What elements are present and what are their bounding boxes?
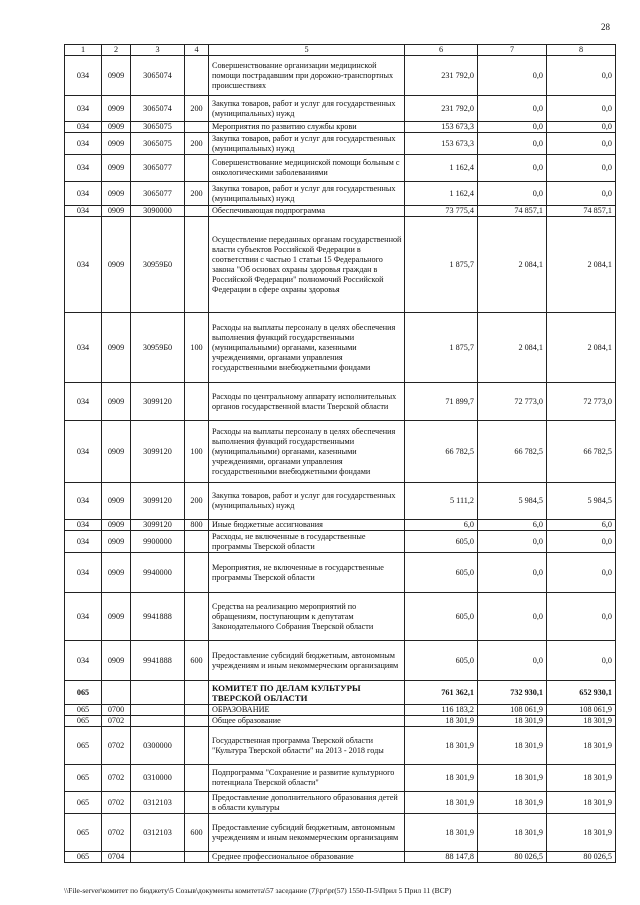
section-code-cell: 0909 (102, 56, 131, 96)
table-row (65, 553, 616, 593)
table-row (65, 716, 616, 727)
table-row (65, 383, 616, 421)
amount-col-7-cell: 18 301,9 (478, 727, 547, 765)
amount-col-6-cell: 5 111,2 (405, 483, 478, 520)
target-code-cell: 3065075 (131, 122, 185, 133)
amount-col-8-cell: 72 773,0 (547, 383, 616, 421)
expense-type-code-cell (185, 383, 209, 421)
description-cell: Средства на реализацию мероприятий по обращениям, поступающим к депутатам Законодательного Собрания Тверской области (209, 593, 405, 641)
expense-type-code-cell (185, 716, 209, 727)
table-row (65, 133, 616, 155)
admin-code-cell: 034 (65, 483, 102, 520)
amount-col-8-cell: 0,0 (547, 531, 616, 553)
amount-col-7-cell: 18 301,9 (478, 814, 547, 852)
amount-col-7-cell: 74 857,1 (478, 206, 547, 217)
section-code-cell: 0909 (102, 217, 131, 313)
section-code-cell: 0909 (102, 133, 131, 155)
amount-col-6-cell: 18 301,9 (405, 814, 478, 852)
table-row (65, 852, 616, 863)
target-code-cell: 30959Б0 (131, 313, 185, 383)
description-cell: Предоставление субсидий бюджетным, автономным учреждениям и иным некоммерческим организациям (209, 641, 405, 681)
amount-col-7-cell: 0,0 (478, 553, 547, 593)
target-code-cell: 3065077 (131, 182, 185, 206)
expense-type-code-cell: 100 (185, 313, 209, 383)
section-code-cell: 0909 (102, 531, 131, 553)
expense-type-code-cell: 600 (185, 641, 209, 681)
section-code-cell: 0702 (102, 765, 131, 792)
description-cell: Закупка товаров, работ и услуг для государственных (муниципальных) нужд (209, 133, 405, 155)
target-code-cell (131, 852, 185, 863)
amount-col-6-cell: 66 782,5 (405, 421, 478, 483)
target-code-cell (131, 705, 185, 716)
expense-type-code-cell (185, 206, 209, 217)
target-code-cell: 9900000 (131, 531, 185, 553)
target-code-cell: 3090000 (131, 206, 185, 217)
section-code-cell: 0909 (102, 383, 131, 421)
admin-code-cell: 065 (65, 814, 102, 852)
amount-col-8-cell: 0,0 (547, 122, 616, 133)
expense-type-code-cell (185, 56, 209, 96)
target-code-cell: 0310000 (131, 765, 185, 792)
description-cell: Среднее профессиональное образование (209, 852, 405, 863)
amount-col-8-cell: 652 930,1 (547, 681, 616, 705)
amount-col-8-cell: 18 301,9 (547, 716, 616, 727)
description-cell: Совершенствование организации медицинской помощи пострадавшим при дорожно-транспортных происшествиях (209, 56, 405, 96)
table-row (65, 814, 616, 852)
amount-col-8-cell: 6,0 (547, 520, 616, 531)
description-cell: Расходы, не включенные в государственные программы Тверской области (209, 531, 405, 553)
section-code-cell: 0909 (102, 641, 131, 681)
description-cell: Расходы по центральному аппарату исполнительных органов государственной власти Тверской области (209, 383, 405, 421)
description-cell: Мероприятия, не включенные в государственные программы Тверской области (209, 553, 405, 593)
section-code-cell: 0909 (102, 206, 131, 217)
description-cell: Подпрограмма "Сохранение и развитие культурного потенциала Тверской области" (209, 765, 405, 792)
description-cell: Расходы на выплаты персоналу в целях обеспечения выполнения функций государственными (муниципальными) органами, казенными учреждениями, органами управления государственными внебюджетными фондами (209, 421, 405, 483)
header-col-4: 4 (185, 45, 209, 56)
target-code-cell: 3099120 (131, 383, 185, 421)
amount-col-6-cell: 73 775,4 (405, 206, 478, 217)
header-col-1: 1 (65, 45, 102, 56)
expense-type-code-cell (185, 553, 209, 593)
amount-col-7-cell: 5 984,5 (478, 483, 547, 520)
amount-col-8-cell: 0,0 (547, 553, 616, 593)
amount-col-8-cell: 0,0 (547, 593, 616, 641)
header-col-2: 2 (102, 45, 131, 56)
description-cell: Государственная программа Тверской области "Культура Тверской области" на 2013 - 2018 годы (209, 727, 405, 765)
admin-code-cell: 065 (65, 852, 102, 863)
amount-col-8-cell: 18 301,9 (547, 727, 616, 765)
admin-code-cell: 034 (65, 122, 102, 133)
amount-col-8-cell: 2 084,1 (547, 217, 616, 313)
amount-col-6-cell: 116 183,2 (405, 705, 478, 716)
admin-code-cell: 034 (65, 56, 102, 96)
description-cell: Осуществление переданных органам государственной власти субъектов Российской Федерации в соответствии с частью 1 статьи 15 Федерального закона "Об основах охраны здоровья граждан в Российской Федерации" полномочий Российской Федерации в сфере охраны здоровья (209, 217, 405, 313)
amount-col-7-cell: 80 026,5 (478, 852, 547, 863)
description-cell: Закупка товаров, работ и услуг для государственных (муниципальных) нужд (209, 483, 405, 520)
amount-col-7-cell: 0,0 (478, 133, 547, 155)
amount-col-8-cell: 0,0 (547, 641, 616, 681)
admin-code-cell: 034 (65, 217, 102, 313)
description-cell: Предоставление субсидий бюджетным, автономным учреждениям и иным некоммерческим организациям (209, 814, 405, 852)
file-path-footer: \\File-server\комитет по бюджету\5 Созыв\документы комитета\57 заседание (7)\pr\pr(57) 1550-П-5\Прил 5 Прил 11 (ВСР) (64, 886, 452, 895)
table-row (65, 56, 616, 96)
section-code-cell: 0909 (102, 313, 131, 383)
header-col-5: 5 (209, 45, 405, 56)
table-row (65, 122, 616, 133)
amount-col-6-cell: 153 673,3 (405, 122, 478, 133)
table-row (65, 96, 616, 122)
target-code-cell: 3099120 (131, 421, 185, 483)
description-cell: Обеспечивающая подпрограмма (209, 206, 405, 217)
amount-col-8-cell: 80 026,5 (547, 852, 616, 863)
expense-type-code-cell: 200 (185, 96, 209, 122)
section-code-cell: 0909 (102, 155, 131, 182)
expense-type-code-cell: 800 (185, 520, 209, 531)
amount-col-7-cell: 2 084,1 (478, 217, 547, 313)
expense-type-code-cell (185, 852, 209, 863)
section-code-cell: 0700 (102, 705, 131, 716)
target-code-cell (131, 681, 185, 705)
table-row (65, 217, 616, 313)
section-code-cell: 0909 (102, 182, 131, 206)
admin-code-cell: 034 (65, 593, 102, 641)
amount-col-8-cell: 0,0 (547, 56, 616, 96)
expense-type-code-cell: 100 (185, 421, 209, 483)
target-code-cell: 3065075 (131, 133, 185, 155)
target-code-cell: 0300000 (131, 727, 185, 765)
amount-col-7-cell: 18 301,9 (478, 716, 547, 727)
section-code-cell: 0702 (102, 727, 131, 765)
amount-col-8-cell: 18 301,9 (547, 814, 616, 852)
expense-type-code-cell (185, 593, 209, 641)
table-row (65, 593, 616, 641)
expense-type-code-cell (185, 155, 209, 182)
expense-type-code-cell (185, 705, 209, 716)
description-cell: ОБРАЗОВАНИЕ (209, 705, 405, 716)
amount-col-8-cell: 2 084,1 (547, 313, 616, 383)
amount-col-7-cell: 18 301,9 (478, 765, 547, 792)
amount-col-8-cell: 66 782,5 (547, 421, 616, 483)
table-row (65, 206, 616, 217)
expense-type-code-cell: 200 (185, 133, 209, 155)
amount-col-8-cell: 74 857,1 (547, 206, 616, 217)
section-code-cell: 0702 (102, 716, 131, 727)
amount-col-7-cell: 732 930,1 (478, 681, 547, 705)
amount-col-7-cell: 0,0 (478, 56, 547, 96)
table-row (65, 155, 616, 182)
section-code-cell: 0909 (102, 421, 131, 483)
admin-code-cell: 034 (65, 155, 102, 182)
budget-table-container (64, 44, 615, 863)
table-body (65, 56, 616, 863)
description-cell: Иные бюджетные ассигнования (209, 520, 405, 531)
page-number: 28 (601, 22, 610, 32)
admin-code-cell: 065 (65, 705, 102, 716)
admin-code-cell: 034 (65, 96, 102, 122)
target-code-cell: 30959Б0 (131, 217, 185, 313)
amount-col-6-cell: 18 301,9 (405, 716, 478, 727)
expense-type-code-cell (185, 531, 209, 553)
header-col-7: 7 (478, 45, 547, 56)
expense-type-code-cell: 200 (185, 182, 209, 206)
expense-type-code-cell (185, 765, 209, 792)
admin-code-cell: 034 (65, 641, 102, 681)
section-code-cell: 0909 (102, 122, 131, 133)
amount-col-8-cell: 5 984,5 (547, 483, 616, 520)
admin-code-cell: 034 (65, 421, 102, 483)
admin-code-cell: 065 (65, 727, 102, 765)
section-code-cell: 0909 (102, 96, 131, 122)
amount-col-8-cell: 0,0 (547, 96, 616, 122)
admin-code-cell: 034 (65, 182, 102, 206)
amount-col-7-cell: 0,0 (478, 122, 547, 133)
amount-col-6-cell: 1 162,4 (405, 155, 478, 182)
admin-code-cell: 034 (65, 133, 102, 155)
table-row (65, 313, 616, 383)
admin-code-cell: 065 (65, 716, 102, 727)
admin-code-cell: 065 (65, 765, 102, 792)
table-row (65, 531, 616, 553)
amount-col-7-cell: 0,0 (478, 593, 547, 641)
admin-code-cell: 034 (65, 206, 102, 217)
amount-col-7-cell: 72 773,0 (478, 383, 547, 421)
amount-col-6-cell: 761 362,1 (405, 681, 478, 705)
amount-col-8-cell: 0,0 (547, 133, 616, 155)
target-code-cell: 3099120 (131, 520, 185, 531)
target-code-cell: 9940000 (131, 553, 185, 593)
table-row (65, 520, 616, 531)
description-cell: Совершенствование медицинской помощи больным с онкологическими заболеваниями (209, 155, 405, 182)
amount-col-7-cell: 0,0 (478, 641, 547, 681)
amount-col-8-cell: 0,0 (547, 155, 616, 182)
admin-code-cell: 034 (65, 553, 102, 593)
table-row (65, 765, 616, 792)
table-row (65, 483, 616, 520)
amount-col-8-cell: 18 301,9 (547, 792, 616, 814)
amount-col-6-cell: 605,0 (405, 593, 478, 641)
amount-col-6-cell: 18 301,9 (405, 792, 478, 814)
target-code-cell: 0312103 (131, 792, 185, 814)
description-cell: Предоставление дополнительного образования детей в области культуры (209, 792, 405, 814)
amount-col-6-cell: 6,0 (405, 520, 478, 531)
target-code-cell: 3065074 (131, 96, 185, 122)
section-code-cell: 0704 (102, 852, 131, 863)
table-row (65, 421, 616, 483)
amount-col-7-cell: 66 782,5 (478, 421, 547, 483)
section-code-cell: 0909 (102, 593, 131, 641)
amount-col-6-cell: 88 147,8 (405, 852, 478, 863)
description-cell: КОМИТЕТ ПО ДЕЛАМ КУЛЬТУРЫ ТВЕРСКОЙ ОБЛАСТИ (209, 681, 405, 705)
header-row (65, 45, 616, 56)
expense-type-code-cell (185, 727, 209, 765)
description-cell: Закупка товаров, работ и услуг для государственных (муниципальных) нужд (209, 182, 405, 206)
description-cell: Мероприятия по развитию службы крови (209, 122, 405, 133)
amount-col-6-cell: 231 792,0 (405, 96, 478, 122)
amount-col-8-cell: 0,0 (547, 182, 616, 206)
amount-col-7-cell: 6,0 (478, 520, 547, 531)
amount-col-7-cell: 18 301,9 (478, 792, 547, 814)
amount-col-7-cell: 0,0 (478, 155, 547, 182)
amount-col-6-cell: 605,0 (405, 641, 478, 681)
amount-col-7-cell: 0,0 (478, 96, 547, 122)
admin-code-cell: 034 (65, 383, 102, 421)
budget-table (64, 44, 616, 863)
header-col-8: 8 (547, 45, 616, 56)
section-code-cell (102, 681, 131, 705)
target-code-cell: 3099120 (131, 483, 185, 520)
section-code-cell: 0909 (102, 553, 131, 593)
amount-col-6-cell: 1 875,7 (405, 313, 478, 383)
section-code-cell: 0702 (102, 814, 131, 852)
admin-code-cell: 034 (65, 313, 102, 383)
amount-col-6-cell: 18 301,9 (405, 765, 478, 792)
expense-type-code-cell (185, 217, 209, 313)
table-row (65, 182, 616, 206)
target-code-cell: 9941888 (131, 593, 185, 641)
admin-code-cell: 034 (65, 520, 102, 531)
expense-type-code-cell: 200 (185, 483, 209, 520)
table-row (65, 641, 616, 681)
amount-col-6-cell: 1 875,7 (405, 217, 478, 313)
table-row (65, 727, 616, 765)
table-row (65, 681, 616, 705)
target-code-cell: 3065074 (131, 56, 185, 96)
table-row (65, 792, 616, 814)
expense-type-code-cell: 600 (185, 814, 209, 852)
header-col-6: 6 (405, 45, 478, 56)
description-cell: Расходы на выплаты персоналу в целях обеспечения выполнения функций государственными (муниципальными) органами, казенными учреждениями, органами управления государственными внебюджетными фондами (209, 313, 405, 383)
amount-col-7-cell: 0,0 (478, 531, 547, 553)
amount-col-6-cell: 18 301,9 (405, 727, 478, 765)
section-code-cell: 0909 (102, 483, 131, 520)
target-code-cell (131, 716, 185, 727)
admin-code-cell: 065 (65, 681, 102, 705)
amount-col-6-cell: 153 673,3 (405, 133, 478, 155)
section-code-cell: 0702 (102, 792, 131, 814)
target-code-cell: 9941888 (131, 641, 185, 681)
expense-type-code-cell (185, 681, 209, 705)
description-cell: Общее образование (209, 716, 405, 727)
header-col-3: 3 (131, 45, 185, 56)
expense-type-code-cell (185, 792, 209, 814)
admin-code-cell: 034 (65, 531, 102, 553)
admin-code-cell: 065 (65, 792, 102, 814)
target-code-cell: 3065077 (131, 155, 185, 182)
description-cell: Закупка товаров, работ и услуг для государственных (муниципальных) нужд (209, 96, 405, 122)
amount-col-7-cell: 2 084,1 (478, 313, 547, 383)
amount-col-8-cell: 18 301,9 (547, 765, 616, 792)
amount-col-6-cell: 605,0 (405, 553, 478, 593)
amount-col-7-cell: 0,0 (478, 182, 547, 206)
table-row (65, 705, 616, 716)
amount-col-6-cell: 71 899,7 (405, 383, 478, 421)
amount-col-7-cell: 108 061,9 (478, 705, 547, 716)
amount-col-6-cell: 1 162,4 (405, 182, 478, 206)
section-code-cell: 0909 (102, 520, 131, 531)
amount-col-6-cell: 231 792,0 (405, 56, 478, 96)
amount-col-6-cell: 605,0 (405, 531, 478, 553)
target-code-cell: 0312103 (131, 814, 185, 852)
amount-col-8-cell: 108 061,9 (547, 705, 616, 716)
expense-type-code-cell (185, 122, 209, 133)
